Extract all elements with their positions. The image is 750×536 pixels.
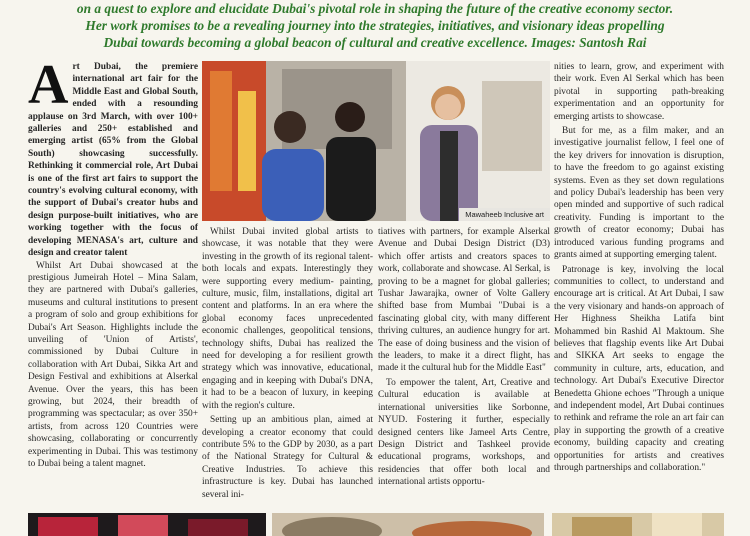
- photo-caption: Mawaheeb Inclusive art: [459, 208, 550, 221]
- article-photo: [202, 61, 550, 221]
- intro-line-2: Her work promises to be a revealing journey into the strategies, initiatives, and visionary ideas propelling: [85, 18, 665, 33]
- article-column-2: [202, 226, 373, 501]
- article-column-1: [28, 54, 198, 470]
- article-paragraph: Whilst Art Dubai showcased at the prestigious Jumeirah Hotel – Mina Salam, they are partnered with Dubai's galleries, museums and cultural institutions to present a program of solo and group exhibitions for Dubai's Art Season. Highlights include the unveiling of 'Union of Artists', commissioned by Dubai Culture in collaboration with Art Dubai, Sikka Art and Design Festival and exhibitions at Alserkal Avenue. Over the years, this has been growing, but 2024, their breadth of programming was spectacular; as over 350+ artists, from across 120 Countries were showcasing, collaborating or concurrently experimenting in Dubai. This was testimony to Dubai being a talent magnet.: [28, 260, 198, 469]
- bottom-photo-1: [28, 513, 266, 536]
- article-paragraph: But for me, as a film maker, and an investigative journalist fellow, I feel one of the key drivers for innovation is disruption, to have the freedom to go against existing systems. Even as they set down regulations and policy Dubai's leadership has been very open minded and supportive of such radical creativity. Funding is important to the growth of creator economy; Dubai has introduced various funding programs and grants aimed at supporting emerging talent.: [554, 126, 724, 261]
- intro-standfirst: [6, 0, 744, 51]
- bottom-photo-3-illustration: [552, 513, 724, 536]
- bottom-photo-3: [552, 513, 724, 536]
- article-paragraph: Patronage is key, involving the local communities to collect, to understand and encourage art is critical. At Art Dubai, I saw the very visionary and hands-on approach of Her Highness Sheikha Latifa bint Mohammed bin Rashid Al Maktoum. She believes that flagship events like Art Dubai and SIKKA Art seeks to engage the community in culture, arts, education, and technology. Art Dubai's Executive Director Benedetta Ghione echoes "Through a unique and independent model, Art Dubai continues to rethink and reframe the role an art fair can play in supporting the growth of a creative economy, building capacity and creating opportunities for artists and creatives through partnerships and collaboration.": [554, 264, 724, 473]
- drop-cap: A: [28, 54, 69, 116]
- article-paragraph: Setting up an ambitious plan, aimed at developing a creator economy that could contribute 5% to the GDP by 2030, as a part of the National Strategy for Cultural & Creative Industries. To achieve this infrastructure is key. Dubai has launched several ini-: [202, 415, 373, 500]
- article-paragraph: tiatives with partners, for example Alserkal Avenue and Dubai Design District (D3) which offer artists and creators spaces to work, collaborate and showcase. Al Serkal, is proving to be a magnet for global galleries; Tushar Jawarajka, owner of Volte Gallery shifted base from Mumbai "Dubai is a fascinating global city, with many different thriving cultures, an audience hungry for art. The ease of doing business and the vision of the leaders, to make it a direct flight, has made it the cultural hub for the Middle East": [378, 227, 550, 374]
- article-lead: rt Dubai, the premiere international art fair for the Middle East and Global South, ended with a resounding applause on 3rd March, with over 100+ galleries and 250+ established and emerging artist (65% from the Global South) showcasing successfully. Rethinking it commercial role, Art Dubai is one of the first art fairs to support the country's evolving cultural economy, with the support of Dubai's creator hubs and design purpose-built initiatives, who are working together with the focus of developing MENASA's art, culture and design and creator talent: [28, 62, 198, 259]
- intro-line-3: Dubai towards becoming a global beacon of cultural and creative excellence. Images: Santosh Rai: [103, 35, 647, 50]
- intro-line-1: on a quest to explore and elucidate Dubai's pivotal role in shaping the future of the creative economy sector.: [76, 1, 674, 16]
- bottom-photo-2-illustration: [272, 513, 544, 536]
- article-paragraph: nities to learn, grow, and experiment with their work. Even Al Serkal which has been pivotal in supporting path-breaking experimentation and an opportunity for emerging artists to showcase.: [554, 62, 724, 122]
- bottom-photo-2: [272, 513, 544, 536]
- bottom-photo-1-illustration: [28, 513, 266, 536]
- photo-illustration: [202, 61, 550, 221]
- article-paragraph: Whilst Dubai invited global artists to showcase, it was notable that they were investing in the growth of its regional talent- both locals and expats. Interestingly they were supporting every medium- painting, culture, music, film, installations, digital art content and platforms. In an era where the global economy faces unprecedented economic challenges, geopolitical tensions, technology shifts, Dubai has realized the need for developing a for resilient growth strategy which was innovative, educational, engaging and in keeping with Dubai's DNA, it had to be a beacon of luxury, in keeping with the region's culture.: [202, 227, 373, 411]
- article-column-3: [378, 226, 550, 489]
- article-column-4: [554, 61, 724, 474]
- article-paragraph: To empower the talent, Art, Creative and Cultural education is available at international universities like Sorbonne, NYUD. Fostering it further, especially designed centers like Jameel Arts Centre, Design District and Tashkeel provide educational programs, workshops, and residencies that offer both local and international artists opportu-: [378, 377, 550, 488]
